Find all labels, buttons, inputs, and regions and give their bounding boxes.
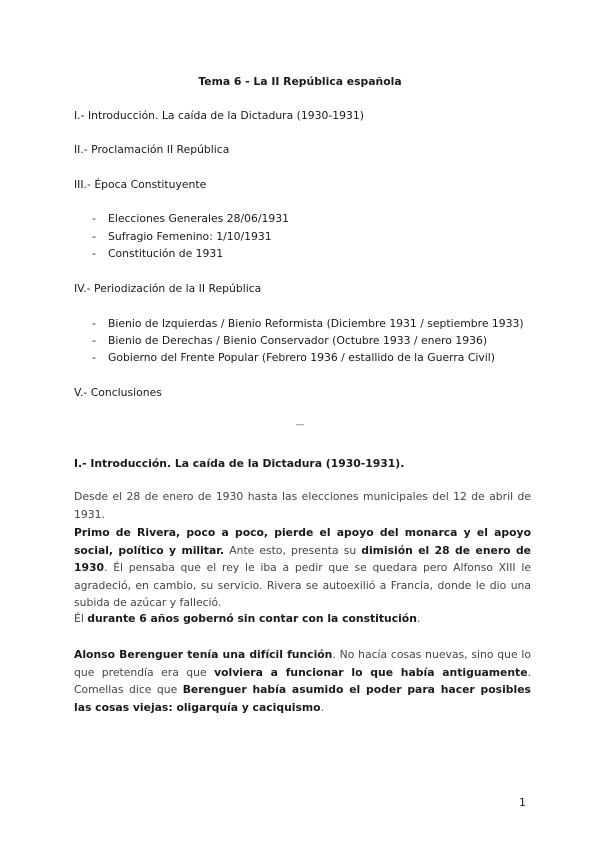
bullet-dash: -: [92, 317, 96, 330]
list-item: [92, 212, 289, 225]
page-number: 1: [519, 796, 526, 809]
list-item-text: Elecciones Generales 28/06/1931: [108, 212, 289, 225]
bullet-dash: -: [92, 230, 96, 243]
list-item-text: Gobierno del Frente Popular (Febrero 1936 / estallido de la Guerra Civil): [108, 351, 495, 364]
paragraph-1: Desde el 28 de enero de 1930 hasta las elecciones municipales del 12 de abril de 1931.: [74, 490, 531, 521]
bullet-dash: -: [92, 351, 96, 364]
section-heading: I.- Introducción. La caída de la Dictadura (1930-1931).: [74, 457, 405, 470]
bold-text: Alonso Berenguer tenía una difícil función: [74, 648, 333, 661]
list-item-text: Bienio de Izquierdas / Bienio Reformista (Diciembre 1931 / septiembre 1933): [108, 317, 524, 330]
outline-section-5: V.- Conclusiones: [74, 386, 162, 399]
list-item: [92, 230, 272, 243]
bold-text: Berenguer había asumido el poder para hacer posibles las cosas viejas: oligarquía y caciquismo: [74, 683, 531, 714]
paragraph-4: Alonso Berenguer tenía una difícil función. No hacía cosas nuevas, sino que lo que pretendía era que volviera a funcionar lo que había antiguamente. Comellas dice que Berenguer había asumido el poder para hacer posibles las cosas viejas: oligarquía y caciquismo.: [74, 648, 532, 714]
bullet-dash: -: [92, 247, 96, 260]
bullet-dash: -: [92, 212, 96, 225]
separator: —: [295, 420, 305, 430]
list-item-text: Constitución de 1931: [108, 247, 224, 260]
outline-section-4: IV.- Periodización de la II República: [74, 282, 262, 295]
bold-text: dimisión el 28 de enero de 1930: [74, 543, 532, 574]
list-item-text: Sufragio Femenino: 1/10/1931: [108, 230, 272, 243]
list-item: [92, 334, 487, 347]
bold-text: durante 6 años gobernó sin contar con la constitución: [87, 612, 417, 625]
bold-text: Primo de Rivera, poco a poco, pierde el apoyo del monarca y el apoyo social, político y militar.: [74, 526, 531, 557]
outline-section-1: I.- Introducción. La caída de la Dictadura (1930-1931): [74, 109, 364, 122]
outline-section-3: III.- Época Constituyente: [74, 178, 207, 191]
paragraph-2: Primo de Rivera, poco a poco, pierde el apoyo del monarca y el apoyo social, político y militar. Ante esto, presenta su dimisión el 28 de enero de 1930. Él pensaba que el rey le iba a pedir que se quedara pero Alfonso XIII le agradeció, en cambio, su servicio. Rivera se autoexilió a Francia, donde le dio una subida de azúcar y falleció.: [74, 526, 532, 609]
paragraph-3: Él durante 6 años gobernó sin contar con la constitución.: [74, 612, 421, 625]
bold-text: volviera a funcionar lo que había antiguamente: [214, 665, 528, 679]
list-item-text: Bienio de Derechas / Bienio Conservador (Octubre 1933 / enero 1936): [108, 334, 488, 347]
list-item: [92, 247, 223, 260]
list-item: [92, 317, 524, 330]
list-item: [92, 351, 495, 364]
document-title: Tema 6 - La II República española: [198, 75, 402, 88]
bullet-dash: -: [92, 334, 96, 347]
outline-section-2: II.- Proclamación II República: [74, 143, 230, 156]
